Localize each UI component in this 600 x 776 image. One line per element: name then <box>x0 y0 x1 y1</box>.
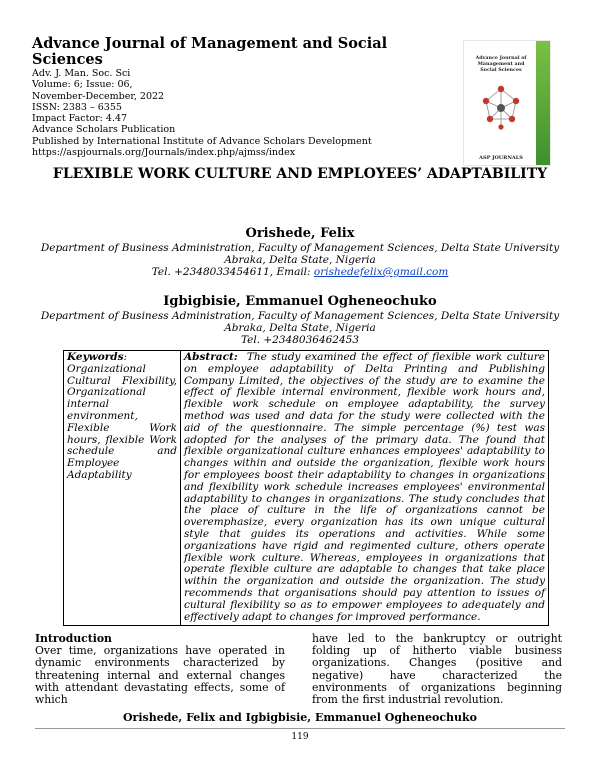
intro-paragraph-2: have led to the bankruptcy or outright folding up of hitherto viable business organizations. Changes (positive and negative) have characterized the environments of organizations beginning from the first industrial revolution. <box>312 632 562 707</box>
logo-green-band <box>536 41 550 165</box>
footer-authors: Orishede, Felix and Igbigbisie, Emmanuel Ogheneochuko <box>122 711 478 724</box>
network-icon <box>478 85 524 131</box>
abstract-cell <box>181 351 549 626</box>
journal-published-by: Published by International Institute of Advance Scholars Development <box>32 135 372 147</box>
author-1-tel: Tel. +2348033454611, Email: <box>151 266 314 278</box>
author-2-tel: Tel. +2348036462453 <box>240 334 360 346</box>
journal-issn: ISSN: 2383 – 6355 <box>32 101 122 113</box>
journal-logo <box>463 40 551 166</box>
journal-publisher: Advance Scholars Publication <box>32 124 176 136</box>
intro-heading: Introduction <box>35 632 112 645</box>
author-1-email-link[interactable]: orishedefelix@gmail.com <box>313 266 449 278</box>
author-2-name: Igbigbisie, Emmanuel Ogheneochuko <box>163 294 437 309</box>
journal-impact-factor: Impact Factor: 4.47 <box>32 113 128 125</box>
journal-abbrev: Adv. J. Man. Soc. Sci <box>32 68 131 79</box>
journal-date: November-December, 2022 <box>32 90 165 102</box>
keywords-label: Keywords <box>67 351 124 363</box>
author-1-department: Department of Business Administration, Faculty of Management Sciences, Delta State University Abraka, Delta State, Nigeria <box>40 242 560 266</box>
journal-url[interactable]: https://aspjournals.org/Journals/index.php/ajmss/index <box>32 147 296 159</box>
keywords-cell: Keywords: Organizational Cultural Flexibility, Organizational internal environment, Flexible Work hours, flexible Work schedule and Employee Adaptability <box>64 351 181 626</box>
logo-footer: ASP JOURNALS <box>479 155 523 161</box>
author-2-department: Department of Business Administration, Faculty of Management Sciences, Delta State University Abraka, Delta State, Nigeria <box>40 310 560 334</box>
abstract-table <box>63 350 549 626</box>
journal-volume: Volume: 6; Issue: 06, <box>32 79 133 91</box>
intro-column-2 <box>312 633 562 706</box>
footer-divider <box>35 728 565 729</box>
abstract-label: Abstract: <box>184 351 238 363</box>
author-1-affiliation <box>20 242 580 278</box>
paper-title: FLEXIBLE WORK CULTURE AND EMPLOYEES’ ADAPTABILITY <box>52 166 548 182</box>
keywords-text: Organizational Cultural Flexibility, Organizational internal environment, Flexible Work hours, flexible Work schedule and Employee Adaptability <box>67 362 177 481</box>
journal-title: Advance Journal of Management and Social Sciences <box>32 35 388 68</box>
journal-header <box>32 36 452 158</box>
intro-column-1 <box>35 633 285 706</box>
author-1-contact <box>20 266 580 278</box>
logo-text: Advance Journal of Management and Social Sciences <box>475 55 527 73</box>
abstract-text: The study examined the effect of flexible work culture on employee adaptability of Delta Printing and Publishing Company Limited, the objectives of the study are to examine the effect of flexible internal environment, flexible work hours and, flexible work schedule on employee adaptability, the survey method was used and data for the study were collected with the aid of the questionnaire. The simple percentage (%) test was adopted for the analyses of the primary data. The found that flexible organizational culture enhances employees' adaptability to changes within and outside the organization, flexible work hours for employees boost their adaptability to changes in organizations and flexibility work schedule increases employees' environmental adaptability to changes in organizations. The study concludes that the place of culture in the life of organizations cannot be overemphasize, every organization has its own unique cultural style that guides its operations and activities. While some organizations have rigid and regimented culture, others operate flexible work culture. Whereas, employees in organizations that operate flexible culture are adaptable to changes that take place within the organization and outside the organization. The study recommends that organisations should pay attention to issues of cultural flexibility so as to empower employees to adequately and effectively adapt to changes for improved performance. <box>184 351 545 623</box>
author-1-name: Orishede, Felix <box>245 226 355 241</box>
intro-paragraph-1: Over time, organizations have operated in dynamic environments characterized by threatening internal and external changes with attendant devastating effects, some of which <box>35 644 285 707</box>
page-number: 119 <box>291 732 309 742</box>
author-2-affiliation <box>20 310 580 346</box>
